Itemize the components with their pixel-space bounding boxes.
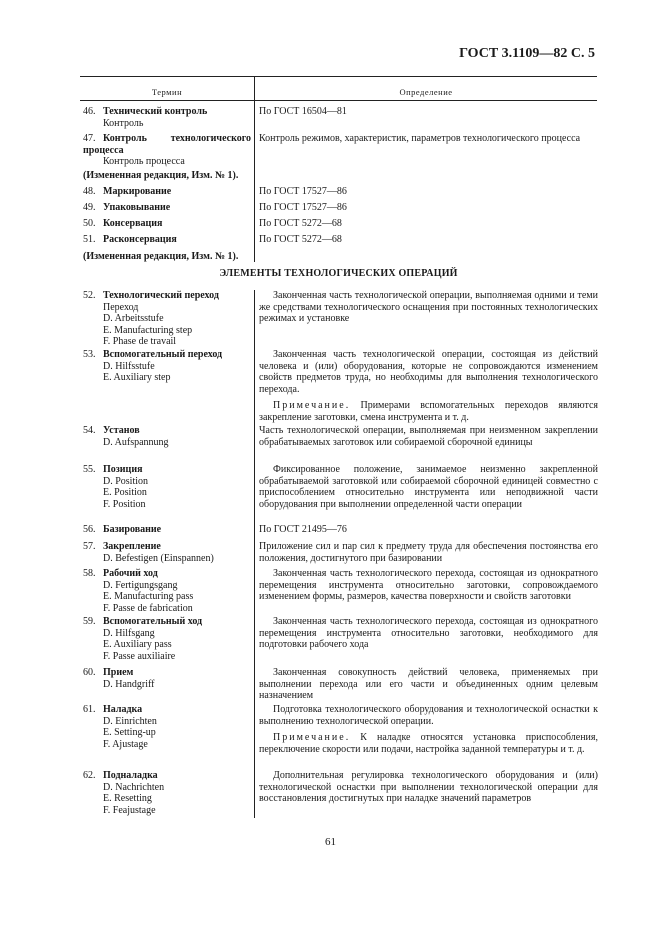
column-header-definition: Определение	[399, 87, 453, 97]
term-name: Позиция	[103, 464, 143, 475]
term-foreign-de: D. Hilfsstufe	[103, 360, 155, 372]
term-name: Технический контроль	[103, 106, 208, 117]
term-foreign-fr: F. Fеajustage	[103, 804, 156, 816]
term-name: Установ	[103, 425, 140, 436]
term-foreign-en: E. Setting-up	[103, 727, 156, 738]
table-top-rule	[80, 76, 597, 77]
term-number: 51.	[83, 234, 96, 245]
term-number: 52.	[83, 290, 96, 301]
term-number: 50.	[83, 218, 96, 229]
term-name-cont: технологического	[170, 133, 251, 144]
term-definition: По ГОСТ 17527—86	[259, 186, 347, 197]
term-number: 62.	[83, 770, 96, 781]
note-text: К наладке относятся установка приспособления, переключение скорости или подачи, настройка заданной температуры и т. д.	[259, 732, 598, 755]
term-name: Маркирование	[103, 186, 172, 197]
term-foreign-en: E. Auxiliary step	[103, 372, 171, 383]
term-number: 55.	[83, 464, 96, 475]
term-foreign-de: D. Fertigungsgang	[103, 579, 178, 591]
term-name: Прием	[103, 667, 134, 678]
page-header: ГОСТ 3.1109—82 С. 5	[459, 46, 595, 61]
column-header-term: Термин	[151, 87, 183, 97]
term-number: 47.	[83, 133, 96, 144]
term-foreign-en: E. Auxiliary pass	[103, 639, 172, 650]
term-foreign-fr: F. Passe de fabrication	[103, 602, 193, 614]
term-name: Рабочий ход	[103, 568, 158, 579]
term-definition: Законченная часть технологической операции, выполняемая одними и теми же средствами технологического оснащения при постоянных технологических режимах и установке	[259, 290, 598, 324]
term-name: Консервация	[103, 218, 163, 229]
term-number: 48.	[83, 186, 96, 197]
column-divider-top	[254, 76, 255, 262]
term-name-cont: процесса	[83, 144, 124, 156]
note-label: Примечание.	[273, 400, 351, 411]
term-definition: По ГОСТ 17527—86	[259, 202, 347, 213]
note-text: Примерами вспомогательных переходов являются закрепление заготовки, смена инструмента и т. д.	[259, 400, 598, 423]
term-foreign-en: E. Manufacturing step	[103, 324, 193, 336]
term-definition: По ГОСТ 5272—68	[259, 234, 342, 245]
term-foreign-de: D. Nachrichten	[103, 781, 165, 793]
term-foreign-en: E. Resetting	[103, 793, 152, 804]
term-definition: Контроль режимов, характеристик, параметров технологического процесса	[259, 133, 581, 144]
term-foreign-fr: F. Position	[103, 498, 146, 510]
term-foreign-en: E. Position	[103, 487, 147, 498]
term-number: 61.	[83, 704, 96, 715]
term-name: Вспомогательный переход	[103, 349, 223, 360]
term-number: 46.	[83, 106, 96, 117]
term-foreign-en: E. Manufacturing pass	[103, 591, 194, 602]
term-name: Базирование	[103, 524, 162, 535]
term-foreign-de: D. Arbeitsstufe	[103, 313, 164, 324]
term-name: Технологический переход	[103, 290, 219, 301]
term-definition: Фиксированное положение, занимаемое неизменно закрепленной обрабатываемой заготовкой или собираемой сборочной единицей совместно с приспособлением относительно инструмента или неподвижной части оборудования при выполнении определенной части операции	[259, 464, 598, 510]
term-number: 59.	[83, 616, 96, 627]
term-foreign-de: D. Handgriff	[103, 678, 155, 690]
term-definition: Часть технологической операции, выполняемая при неизменном закреплении обрабатываемых заготовок или собираемой сборочной единицы	[259, 425, 598, 448]
term-definition: По ГОСТ 21495—76	[259, 524, 347, 535]
section-title: ЭЛЕМЕНТЫ ТЕХНОЛОГИЧЕСКИХ ОПЕРАЦИЙ	[219, 268, 458, 279]
term-name: Наладка	[103, 704, 143, 715]
term-definition: Законченная часть технологического перехода, состоящая из однократного перемещения инструмента относительно заготовки, сопровождаемого изменением формы, размеров, качества поверхности и свойств заготовки	[259, 568, 598, 602]
term-number: 49.	[83, 202, 96, 213]
term-definition: По ГОСТ 5272—68	[259, 218, 342, 229]
term-definition: По ГОСТ 16504—81	[259, 106, 347, 117]
term-definition: Законченная часть технологической операции, состоящая из действий человека и (или) оборудования, которые не сопровождаются изменением свойств предметов труда, но необходимы для выполнения технологического перехода.	[259, 349, 598, 395]
term-foreign-fr: F. Ajustage	[103, 738, 148, 750]
term-definition: Приложение сил и пар сил к предмету труда для обеспечения постоянства его положения, достигнутого при базировании	[259, 541, 598, 564]
term-definition: Законченная совокупность действий человека, применяемых при выполнении перехода или его части и объединенных одним целевым назначением	[259, 667, 598, 701]
term-synonym: Контроль процесса	[103, 156, 185, 167]
term-foreign-de: D. Position	[103, 475, 149, 487]
term-number: 58.	[83, 568, 96, 579]
amendment-note: (Измененная редакция, Изм. № 1).	[83, 251, 239, 262]
term-foreign-de: D. Einrichten	[103, 715, 157, 727]
term-foreign-de: D. Aufspannung	[103, 436, 169, 448]
term-synonym: Контроль	[103, 117, 144, 129]
term-name: Упаковывание	[103, 202, 171, 213]
term-name: Закрепление	[103, 541, 161, 552]
term-number: 57.	[83, 541, 96, 552]
term-name: Контроль	[103, 133, 147, 144]
table-header-rule	[80, 100, 597, 101]
term-name: Подналадка	[103, 770, 158, 781]
term-synonym: Переход	[103, 301, 139, 313]
term-number: 54.	[83, 425, 96, 436]
term-definition: Дополнительная регулировка технологического оборудования и (или) технологической оснастки при выполнении технологической операции для восстановления достигнутых при наладке значений параметров	[259, 770, 598, 804]
note-label: Примечание.	[273, 732, 351, 743]
term-definition: Подготовка технологического оборудования и технологической оснастки к выполнению технологической операции.	[259, 704, 598, 727]
term-foreign-de: D. Befestigen (Einspannen)	[103, 552, 214, 564]
term-foreign-fr: F. Passe auxiliaire	[103, 650, 176, 662]
amendment-note: (Измененная редакция, Изм. № 1).	[83, 170, 239, 181]
term-foreign-de: D. Hilfsgang	[103, 627, 155, 639]
term-name: Расконсервация	[103, 234, 177, 245]
page-number: 61	[325, 836, 336, 848]
term-number: 56.	[83, 524, 96, 535]
term-definition: Законченная часть технологического перехода, состоящая из однократного перемещения инструмента относительно заготовки, необходимого для подготовки рабочего хода	[259, 616, 598, 650]
term-name: Вспомогательный ход	[103, 616, 203, 627]
term-foreign-fr: F. Phase de travail	[103, 336, 177, 347]
column-divider-bottom	[254, 290, 255, 818]
term-number: 53.	[83, 349, 96, 360]
term-number: 60.	[83, 667, 96, 678]
